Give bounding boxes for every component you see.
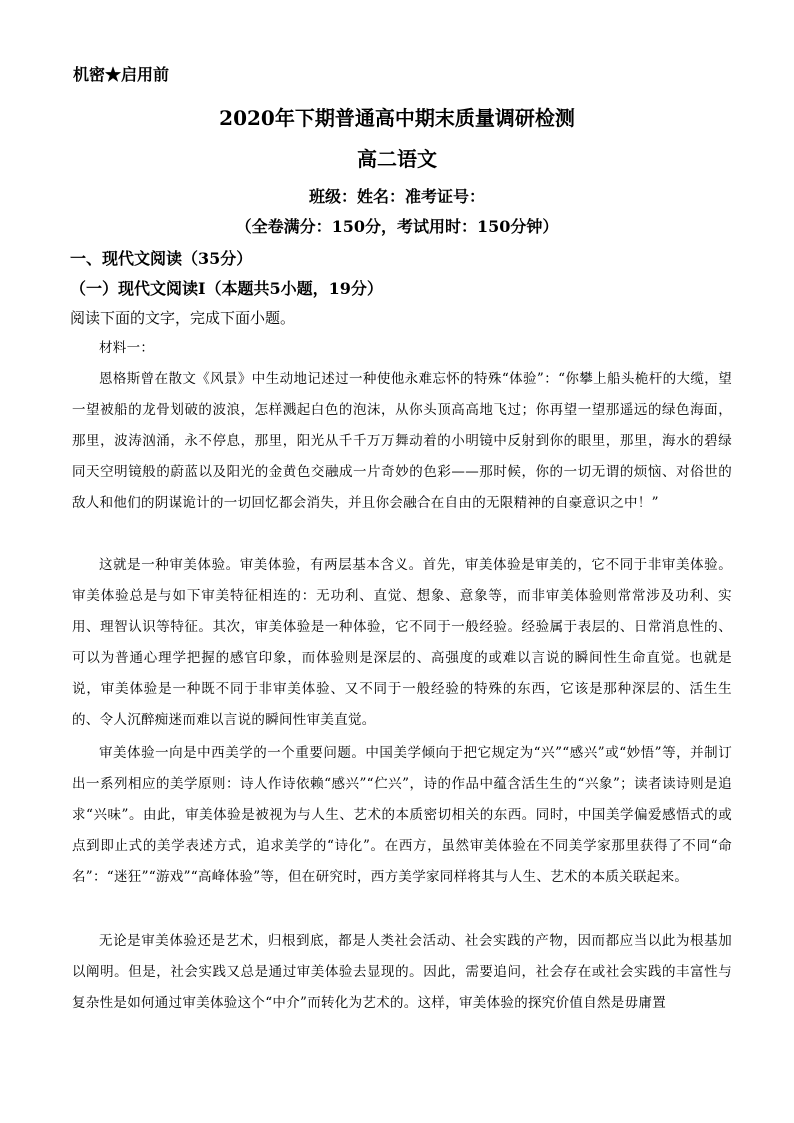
paragraph-2: 这就是一种审美体验。审美体验，有两层基本含义。首先，审美体验是审美的，它不同于非审美体验。审美体验总是与如下审美特征相连的：无功利、直觉、想象、意象等，而非审美体验则常常涉及功利、实用、理智认识等特征。其次，审美体验是一种体验，它不同于一般经验。经验属于表层的、日常消息性的、可以为普通心理学把握的感官印象，而体验则是深层的、高强度的或难以言说的瞬间性生命直觉。也就是说，审美体验是一种既不同于非审美体验、又不同于一般经验的特殊的东西，它该是那种深层的、活生生的、令人沉醉痴迷而难以言说的瞬间性审美直觉。: [72, 557, 732, 728]
reading-instruction: 阅读下面的文字，完成下面小题。: [70, 309, 296, 327]
paragraph-1: 恩格斯曾在散文《风景》中生动地记述过一种使他永难忘怀的特殊“体验”：“你攀上船头桅杆的大缆，望一望被船的龙骨划破的波浪，怎样溅起白色的泡沫，从你头顶高高地飞过；你再望一望那遥远的绿色海面，那里，波涛汹涌，永不停息，那里，阳光从千千万万舞动着的小明镜中反射到你的眼里，那里，海水的碧绿同天空明镜般的蔚蓝以及阳光的金黄色交融成一片奇妙的色彩——那时候，你的一切无谓的烦恼、对俗世的敌人和他们的阴谋诡计的一切回忆都会消失，并且你会融合在自由的无限精神的自豪意识之中！”: [72, 371, 732, 511]
material-label: 材料一：: [99, 340, 155, 356]
score-time-line: （全卷满分：150分，考试用时：150分钟）: [235, 217, 559, 236]
paragraph-3: 审美体验一向是中西美学的一个重要问题。中国美学倾向于把它规定为“兴”“感兴”或“妙悟”等，并制订出一系列相应的美学原则：诗人作诗依赖“感兴”“伫兴”，诗的作品中蕴含活生生的“兴象”；读者读诗则是追求“兴味”。由此，审美体验是被视为与人生、艺术的本质密切相关的东西。同时，中国美学偏爱感悟式的或点到即止式的美学表述方式，追求美学的“诗化”。在西方，虽然审美体验在不同美学家那里获得了不同“命名”：“迷狂”“游戏”“高峰体验”等，但在研究时，西方美学家同样将其与人生、艺术的本质关联起来。: [72, 745, 732, 885]
student-info-line: 班级：姓名：准考证号：: [308, 187, 485, 206]
paragraph-4: 无论是审美体验还是艺术，归根到底，都是人类社会活动、社会实践的产物，因而都应当以此为根基加以阐明。但是，社会实践又总是通过审美体验去显现的。因此，需要追问，社会存在或社会实践的丰富性与复杂性是如何通过审美体验这个“中介”而转化为艺术的。这样，审美体验的探究价值自然是毋庸置: [72, 933, 732, 1011]
section-title: 一、现代文阅读（35分）: [70, 249, 253, 268]
section-subtitle: （一）现代文阅读Ⅰ（本题共5小题，19分）: [70, 279, 383, 298]
secret-label: 机密★启用前: [73, 65, 170, 84]
exam-title: 2020年下期普通高中期末质量调研检测: [219, 106, 575, 130]
subject-title: 高二语文: [357, 147, 437, 171]
